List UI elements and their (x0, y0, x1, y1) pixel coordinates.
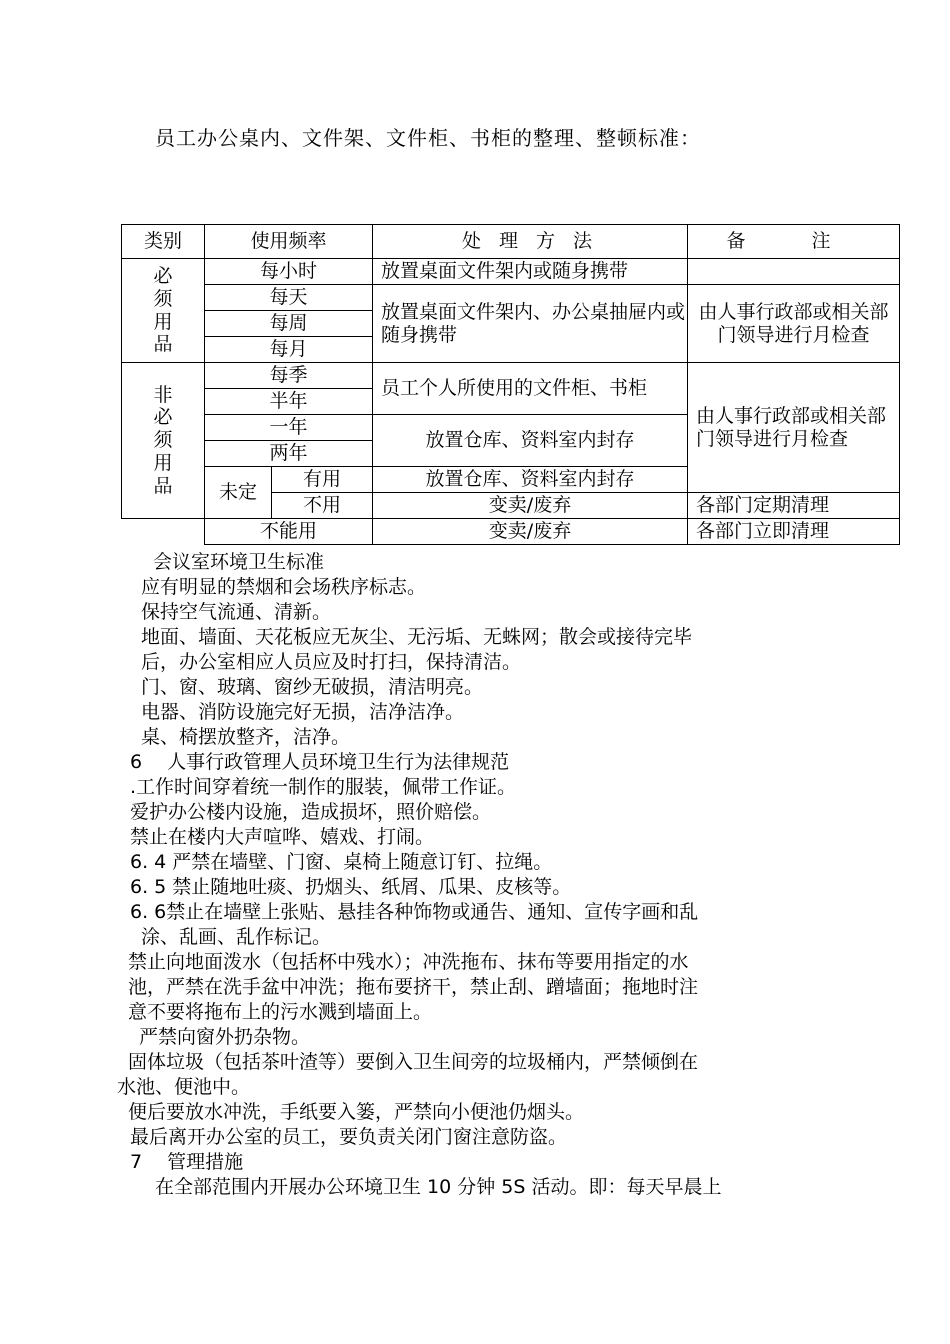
header-remark: 备 注 (688, 225, 900, 259)
freq-undetermined: 未定 (205, 467, 272, 519)
freq-hourly: 每小时 (205, 259, 373, 285)
table-header-row (122, 225, 900, 259)
method-unusable: 变卖/废弃 (373, 519, 688, 545)
text-line: 禁止向地面泼水（包括杯中残水）；冲洗拖布、抹布等要用指定的水 (128, 951, 689, 973)
freq-useful: 有用 (272, 467, 373, 493)
table-row (122, 519, 900, 545)
freq-oneyear: 一年 (205, 415, 373, 441)
text-line: 6. 4 严禁在墙壁、门窗、桌椅上随意订钉、拉绳。 (130, 851, 553, 873)
remark-nonmust: 由人事行政部或相关部门领导进行月检查 (688, 363, 900, 493)
freq-daily: 每天 (205, 285, 373, 311)
text-line: 地面、墙面、天花板应无灰尘、无污垢、无蛛网；散会或接待完毕 (141, 626, 693, 648)
text-line: 7 管理措施 (130, 1151, 244, 1173)
text-line: 最后离开办公室的员工，要负责关闭门窗注意防盗。 (130, 1126, 568, 1148)
freq-weekly: 每周 (205, 311, 373, 337)
text-line: 保持空气流通、清新。 (141, 601, 332, 623)
text-line: 6. 6禁止在墙壁上张贴、悬挂各种饰物或通告、通知、宣传字画和乱 (130, 901, 699, 923)
method-yr: 放置仓库、资料室内封存 (373, 415, 688, 467)
freq-twoyear: 两年 (205, 441, 373, 467)
category-must: 必须用品 (122, 259, 205, 363)
standards-table (121, 224, 900, 545)
text-line: 应有明显的禁烟和会场秩序标志。 (141, 576, 427, 598)
text-line: 门、窗、玻璃、窗纱无破损，清洁明亮。 (141, 676, 484, 698)
text-line: .工作时间穿着统一制作的服装，佩带工作证。 (130, 776, 517, 798)
header-method: 处 理 方 法 (373, 225, 688, 259)
freq-monthly: 每月 (205, 337, 373, 363)
table-row (122, 285, 900, 311)
text-line: 桌、椅摆放整齐，洁净。 (141, 726, 351, 748)
table-row (122, 363, 900, 389)
method-qh: 员工个人所使用的文件柜、书柜 (373, 363, 688, 415)
freq-unusable: 不能用 (205, 519, 373, 545)
remark-unusable: 各部门立即清理 (688, 519, 900, 545)
text-line: 在全部范围内开展办公环境卫生 10 分钟 5S 活动。即：每天早晨上 (155, 1176, 722, 1198)
header-frequency: 使用频率 (205, 225, 373, 259)
text-line: 电器、消防设施完好无损，洁净洁净。 (141, 701, 465, 723)
remark-must: 由人事行政部或相关部门领导进行月检查 (688, 285, 900, 363)
text-line: 严禁向窗外扔杂物。 (139, 1026, 311, 1048)
remark-useless: 各部门定期清理 (688, 493, 900, 519)
text-line: 池，严禁在洗手盆中冲洗；拖布要挤干，禁止刮、蹭墙面；拖地时注 (128, 976, 699, 998)
table-row (122, 259, 900, 285)
category-blank (122, 519, 205, 545)
remark-empty (688, 259, 900, 285)
text-line: 爱护办公楼内设施，造成损坏，照价赔偿。 (130, 801, 492, 823)
text-line: 固体垃圾（包括茶叶渣等）要倒入卫生间旁的垃圾桶内，严禁倾倒在 (128, 1051, 699, 1073)
category-nonmust: 非必须用品 (122, 363, 205, 519)
text-line: 会议室环境卫生标准 (153, 551, 325, 573)
section-heading: 员工办公桌内、文件架、文件柜、书柜的整理、整顿标准： (155, 126, 701, 150)
method-hourly: 放置桌面文件架内或随身携带 (373, 259, 688, 285)
method-dwm: 放置桌面文件架内、办公桌抽屉内或随身携带 (373, 285, 688, 363)
text-line: 后，办公室相应人员应及时打扫，保持清洁。 (141, 651, 522, 673)
freq-halfyear: 半年 (205, 389, 373, 415)
freq-quarterly: 每季 (205, 363, 373, 389)
method-useful: 放置仓库、资料室内封存 (373, 467, 688, 493)
text-line: 水池、便池中。 (117, 1076, 251, 1098)
text-line: 禁止在楼内大声喧哗、嬉戏、打闹。 (130, 826, 435, 848)
header-category: 类别 (122, 225, 205, 259)
text-line: 涂、乱画、乱作标记。 (141, 926, 332, 948)
method-useless: 变卖/废弃 (373, 493, 688, 519)
text-line: 6 人事行政管理人员环境卫生行为法律规范 (130, 751, 510, 773)
text-line: 便后要放水冲洗，手纸要入篓，严禁向小便池仍烟头。 (128, 1101, 585, 1123)
text-line: 6. 5 禁止随地吐痰、扔烟头、纸屑、瓜果、皮核等。 (130, 876, 572, 898)
freq-useless: 不用 (272, 493, 373, 519)
text-line: 意不要将拖布上的污水溅到墙面上。 (128, 1001, 433, 1023)
